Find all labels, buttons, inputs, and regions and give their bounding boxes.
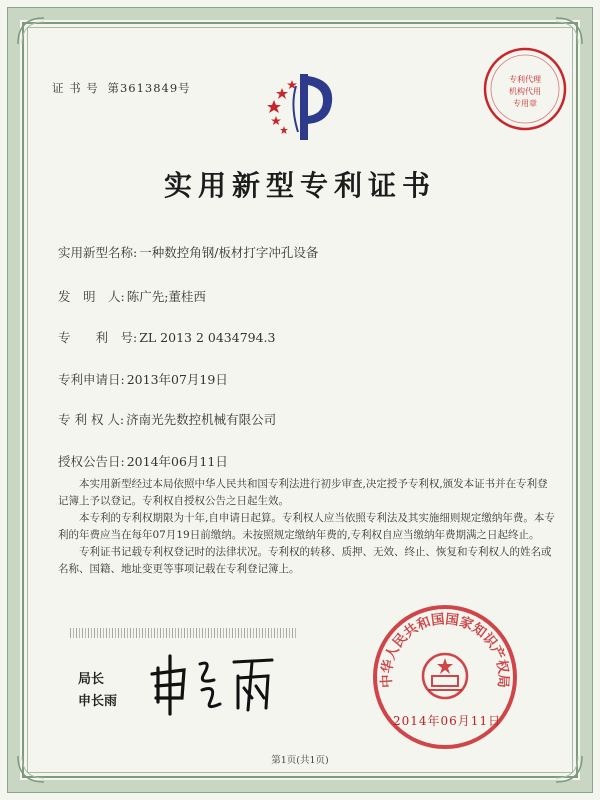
svg-text:机构代用: 机构代用 (509, 87, 541, 96)
utility-model-name-label: 实用新型名称: (58, 245, 138, 260)
grant-date-label: 授权公告日: (58, 454, 125, 469)
patentee-row (58, 410, 276, 428)
svg-text:专利代理: 专利代理 (509, 75, 541, 84)
corner-ornament-icon (554, 16, 584, 46)
body-paragraph-1: 本实用新型经过本局依照中华人民共和国专利法进行初步审查,决定授予专利权,颁发本证书并在专利登记簿上予以登记。专利权自授权公告之日起生效。 (58, 478, 548, 507)
inventor-row (58, 287, 206, 305)
director-name: 申长雨 (78, 694, 118, 709)
barcode (70, 628, 298, 638)
body-paragraph-3: 专利证书记载专利权登记时的法律状况。专利权的转移、质押、无效、终止、恢复和专利权人的姓名或名称、国籍、地址变更等事项记载在专利登记簿上。 (58, 546, 552, 575)
filing-date-label: 专利申请日: (58, 372, 125, 387)
patent-number-value: ZL 2013 2 0434794.3 (139, 330, 276, 345)
grant-date-value: 2014年06月11日 (126, 454, 228, 469)
certificate-number (52, 80, 195, 96)
certificate-title: 实用新型专利证书 (163, 169, 436, 202)
official-seal-icon (370, 602, 520, 752)
svg-text:中华人民共和国国家知识产权局: 中华人民共和国国家知识产权局 (378, 611, 512, 689)
svg-text:专用章: 专用章 (513, 99, 537, 108)
handwritten-signature (140, 640, 280, 720)
utility-model-name-row (58, 243, 318, 261)
seal-date: 2014年06月11日 (393, 714, 502, 728)
patent-number-label: 专 利 号: (58, 330, 138, 345)
certificate-body (58, 476, 558, 578)
page-number: 第1页(共1页) (271, 755, 329, 766)
filing-date-row (58, 370, 228, 388)
patentee-label: 专 利 权 人: (58, 412, 125, 427)
inventor-value: 陈广先;董桂西 (126, 289, 206, 304)
inventor-label: 发 明 人: (58, 289, 125, 304)
certificate-number-value: 第3613849号 (107, 81, 191, 95)
body-paragraph-2: 本专利的专利权期限为十年,自申请日起算。专利权人应当依照专利法及其实施细则规定缴纳年费。本专利的年费应当在每年07月19日前缴纳。未按照规定缴纳年费的,专利权自应当缴纳年费期满之日起终止。 (58, 512, 555, 541)
director-title: 局长 (78, 672, 105, 687)
patentee-value: 济南光先数控机械有限公司 (126, 412, 277, 427)
utility-model-name-value: 一种数控角钢/板材打字冲孔设备 (139, 245, 319, 260)
corner-ornament-icon (16, 16, 46, 46)
patent-office-logo-icon (262, 66, 342, 146)
patent-number-row (58, 328, 276, 346)
certificate-number-label: 证 书 号 (52, 81, 99, 95)
filing-date-value: 2013年07月19日 (126, 372, 228, 387)
grant-date-row (58, 452, 228, 470)
agency-stamp-icon (482, 46, 568, 132)
